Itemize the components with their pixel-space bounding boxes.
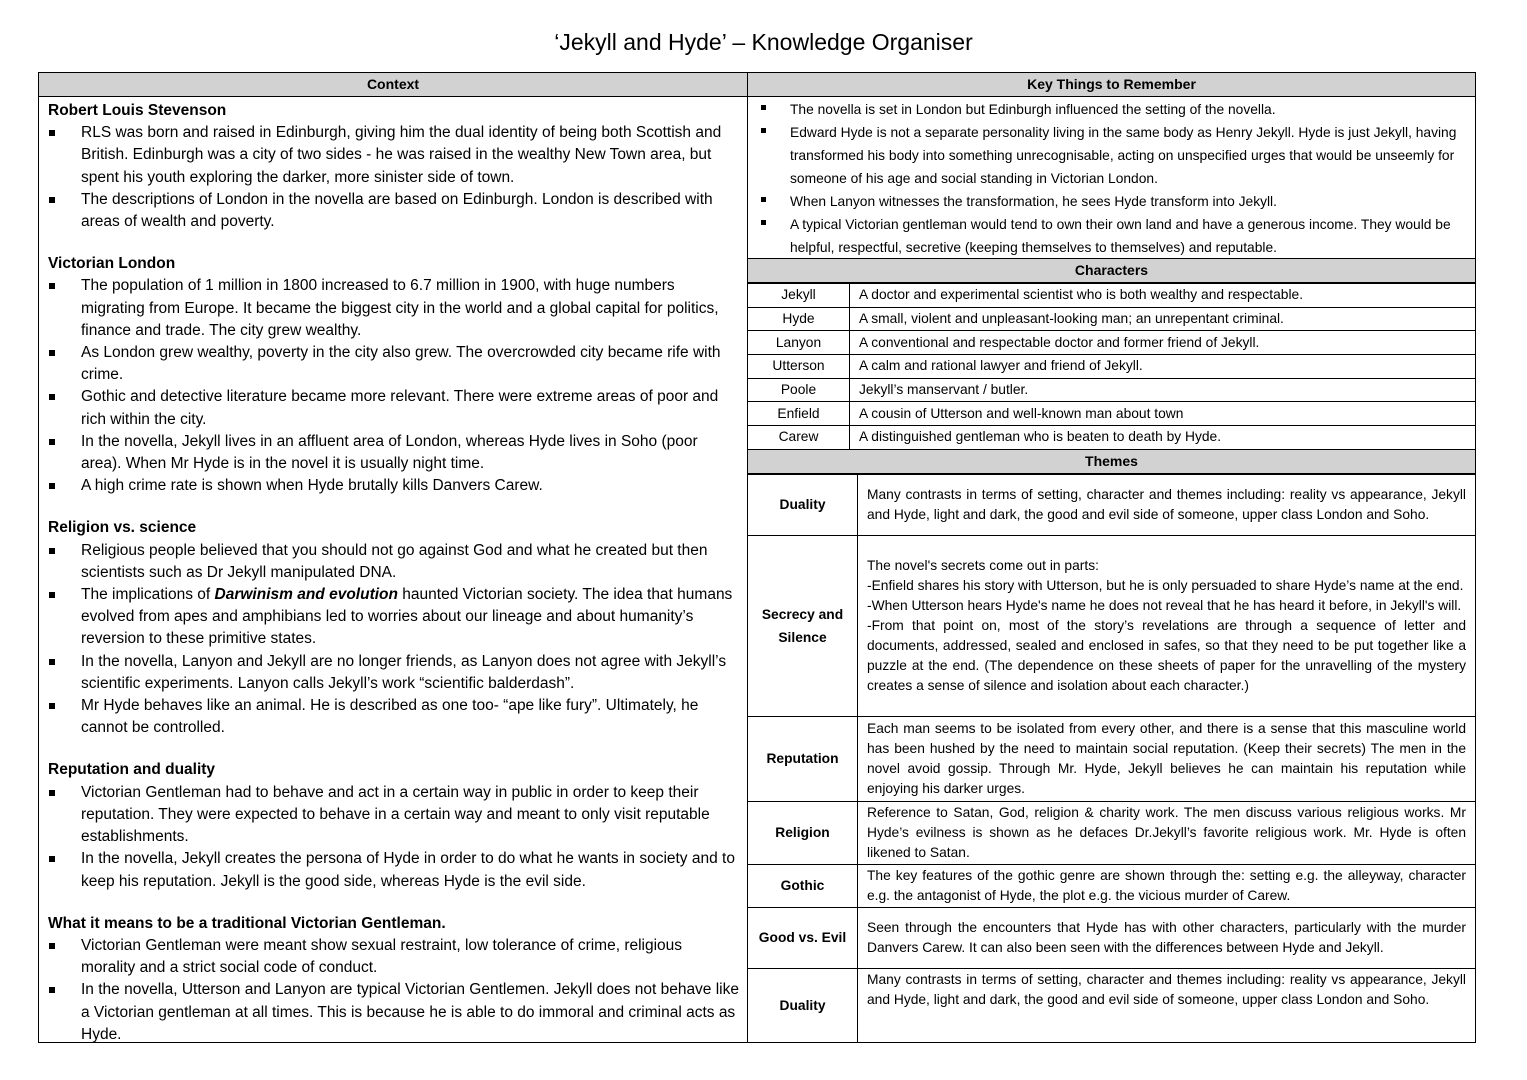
- theme-name: Duality: [748, 474, 858, 535]
- key-things-body: [748, 97, 1475, 258]
- character-desc: Jekyll’s manservant / butler.: [850, 378, 1476, 402]
- bullet-list: [48, 540, 739, 740]
- list-item-text: The implications of: [81, 586, 215, 604]
- section-title: Victorian London: [48, 255, 176, 273]
- list-item: The novella is set in London but Edinburgh influenced the setting of the novella.: [757, 98, 1467, 121]
- character-name: Poole: [748, 378, 850, 402]
- theme-line: Many contrasts in terms of setting, character and themes including: reality vs appearance, Jekyll and Hyde, light and dark, the good and evil side of someone, upper class London and Soho.: [867, 971, 1466, 1007]
- theme-name: Reputation: [748, 716, 858, 801]
- theme-line: -Enfield shares his story with Utterson, but he is only persuaded to share Hyde’s name at the end.: [867, 577, 1464, 593]
- theme-name: Duality: [748, 968, 858, 1042]
- theme-desc: [858, 968, 1476, 1042]
- list-item: Victorian Gentleman had to behave and act in a certain way in public in order to keep their reputation. They were expected to behave in a certain way and meant to only visit reputable establishments.: [48, 782, 739, 849]
- theme-line: -When Utterson hears Hyde's name he does not reveal that he has heard it before, in Jekyll's will.: [867, 597, 1462, 613]
- list-item: Edward Hyde is not a separate personality living in the same body as Henry Jekyll. Hyde is just Jekyll, having transformed his body into something unrecognisable, acting on unspecified urges that would be unseemly for someone of his age and social standing in Victorian London.: [757, 121, 1467, 190]
- characters-header: Characters: [748, 258, 1475, 283]
- theme-name: Gothic: [748, 864, 858, 907]
- list-item: In the novella, Jekyll lives in an affluent area of London, whereas Hyde lives in Soho (poor area). When Mr Hyde is in the novel it is usually night time.: [48, 431, 739, 475]
- page-title: ‘Jekyll and Hyde’ – Knowledge Organiser: [554, 29, 973, 55]
- list-item: In the novella, Jekyll creates the persona of Hyde in order to do what he wants in society and to keep his reputation. Jekyll is the good side, whereas Hyde is the evil side.: [48, 848, 739, 892]
- table-row: [748, 864, 1475, 907]
- theme-name: Religion: [748, 801, 858, 864]
- context-body: [39, 97, 747, 1046]
- context-column: [39, 73, 748, 1042]
- theme-desc: [858, 535, 1476, 716]
- theme-desc: [858, 474, 1476, 535]
- character-desc: A cousin of Utterson and well-known man about town: [850, 402, 1476, 426]
- list-item: In the novella, Lanyon and Jekyll are no longer friends, as Lanyon does not agree with Jekyll’s scientific experiments. Lanyon calls Jekyll’s work “scientific balderdash”.: [48, 651, 739, 695]
- list-item: In the novella, Utterson and Lanyon are typical Victorian Gentlemen. Jekyll does not behave like a Victorian gentleman at all times. This is because he is able to do immoral and criminal acts as Hyde.: [48, 979, 739, 1046]
- table-row: [748, 968, 1475, 1042]
- list-item: The descriptions of London in the novella are based on Edinburgh. London is described with areas of wealth and poverty.: [48, 189, 739, 233]
- list-item: Gothic and detective literature became more relevant. There were extreme areas of poor and rich within the city.: [48, 386, 739, 430]
- table-row: [748, 907, 1475, 968]
- list-item: RLS was born and raised in Edinburgh, giving him the dual identity of being both Scottish and British. Edinburgh was a city of two sides - he was raised in the wealthy New Town area, but spent his youth exploring the darker, more sinister side of town.: [48, 122, 739, 189]
- list-item: A typical Victorian gentleman would tend to own their own land and have a generous income. They would be helpful, respectful, secretive (keeping themselves to themselves) and reputable.: [757, 213, 1467, 258]
- table-row: [748, 307, 1475, 331]
- table-row: [748, 426, 1475, 450]
- character-desc: A conventional and respectable doctor and former friend of Jekyll.: [850, 331, 1476, 355]
- theme-name: Good vs. Evil: [748, 907, 858, 968]
- character-name: Lanyon: [748, 331, 850, 355]
- list-item: Religious people believed that you should not go against God and what he created but then scientists such as Dr Jekyll manipulated DNA.: [48, 540, 739, 584]
- character-desc: A small, violent and unpleasant-looking man; an unrepentant criminal.: [850, 307, 1476, 331]
- table-row: [748, 331, 1475, 355]
- list-item: As London grew wealthy, poverty in the city also grew. The overcrowded city became rife with crime.: [48, 342, 739, 386]
- list-item: [48, 584, 739, 651]
- table-row: [748, 474, 1475, 535]
- theme-desc: [858, 907, 1476, 968]
- organiser-table: [38, 72, 1476, 1043]
- bullet-list: [48, 782, 739, 893]
- character-name: Carew: [748, 426, 850, 450]
- themes-table: [748, 474, 1475, 1043]
- theme-line: -From that point on, most of the story’s revelations are through a sequence of letter and documents, addressed, sealed and enclosed in safes, so that they need to be put together like a puzzle at the end. (The dependence on these sheets of paper for the unravelling of the mystery creates a sense of silence and isolation about each character.): [867, 617, 1466, 693]
- bullet-list: [48, 275, 739, 497]
- theme-line: Each man seems to be isolated from every other, and there is a sense that this masculine world has been hushed by the need to maintain social reputation. (Keep their secrets) The men in the novel avoid gossip. Through Mr. Hyde, Jekyll believes he can maintain his reputation while enjoying his darker urges.: [867, 720, 1466, 796]
- character-desc: A distinguished gentleman who is beaten to death by Hyde.: [850, 426, 1476, 450]
- list-item: Mr Hyde behaves like an animal. He is described as one too- “ape like fury”. Ultimately, he cannot be controlled.: [48, 695, 739, 739]
- character-desc: A doctor and experimental scientist who is both wealthy and respectable.: [850, 284, 1476, 308]
- character-name: Jekyll: [748, 284, 850, 308]
- theme-desc: [858, 864, 1476, 907]
- theme-line: The key features of the gothic genre are shown through the: setting e.g. the alleyway, character e.g. the antagonist of Hyde, the plot e.g. the vicious murder of Carew.: [867, 867, 1466, 903]
- table-row: [748, 284, 1475, 308]
- theme-desc: [858, 716, 1476, 801]
- theme-line: Seen through the encounters that Hyde has with other characters, particularly with the murder Danvers Carew. It can also been seen with the differences between Hyde and Jekyll.: [867, 919, 1466, 955]
- list-item: When Lanyon witnesses the transformation, he sees Hyde transform into Jekyll.: [757, 190, 1467, 213]
- key-things-header: Key Things to Remember: [748, 73, 1475, 97]
- table-row: [748, 402, 1475, 426]
- theme-name: Secrecy and Silence: [748, 535, 858, 716]
- context-header: Context: [39, 73, 747, 97]
- table-row: [748, 716, 1475, 801]
- table-row: [748, 355, 1475, 379]
- character-name: Enfield: [748, 402, 850, 426]
- list-item-text: haunted Victorian society. The idea that humans evolved from apes and amphibians led to worries about our lineage and about humanity’s reversion to these primitive states.: [81, 586, 733, 648]
- bullet-list: [48, 935, 739, 1046]
- theme-line: Reference to Satan, God, religion & charity work. The men discuss various religious works. Mr Hyde’s evilness is shown as he defaces Dr.Jekyll’s favorite religious work. Mr. Hyde is often likened to Satan.: [867, 804, 1466, 860]
- characters-table: [748, 283, 1475, 450]
- table-row: [748, 378, 1475, 402]
- character-desc: A calm and rational lawyer and friend of Jekyll.: [850, 355, 1476, 379]
- section-title: Religion vs. science: [48, 519, 197, 537]
- theme-line: The novel's secrets come out in parts:: [867, 557, 1099, 573]
- list-item: The population of 1 million in 1800 increased to 6.7 million in 1900, with huge numbers migrating from Europe. It became the biggest city in the world and a global capital for politics, finance and trade. The city grew wealthy.: [48, 275, 739, 342]
- section-title: Robert Louis Stevenson: [48, 102, 227, 119]
- table-row: [748, 801, 1475, 864]
- emphasis-text: Darwinism and evolution: [214, 586, 398, 604]
- theme-line: Many contrasts in terms of setting, character and themes including: reality vs appearance, Jekyll and Hyde, light and dark, the good and evil side of someone, upper class London and Soho.: [867, 486, 1466, 522]
- section-title: What it means to be a traditional Victorian Gentleman.: [48, 914, 446, 932]
- themes-header: Themes: [748, 450, 1475, 474]
- character-name: Utterson: [748, 355, 850, 379]
- bullet-list: [757, 98, 1467, 258]
- list-item: Victorian Gentleman were meant show sexual restraint, low tolerance of crime, religious morality and a strict social code of conduct.: [48, 935, 739, 979]
- character-name: Hyde: [748, 307, 850, 331]
- theme-desc: [858, 801, 1476, 864]
- right-column: [748, 73, 1475, 1042]
- list-item: A high crime rate is shown when Hyde brutally kills Danvers Carew.: [48, 475, 739, 497]
- bullet-list: [48, 122, 739, 233]
- table-row: [748, 535, 1475, 716]
- section-title: Reputation and duality: [48, 761, 216, 779]
